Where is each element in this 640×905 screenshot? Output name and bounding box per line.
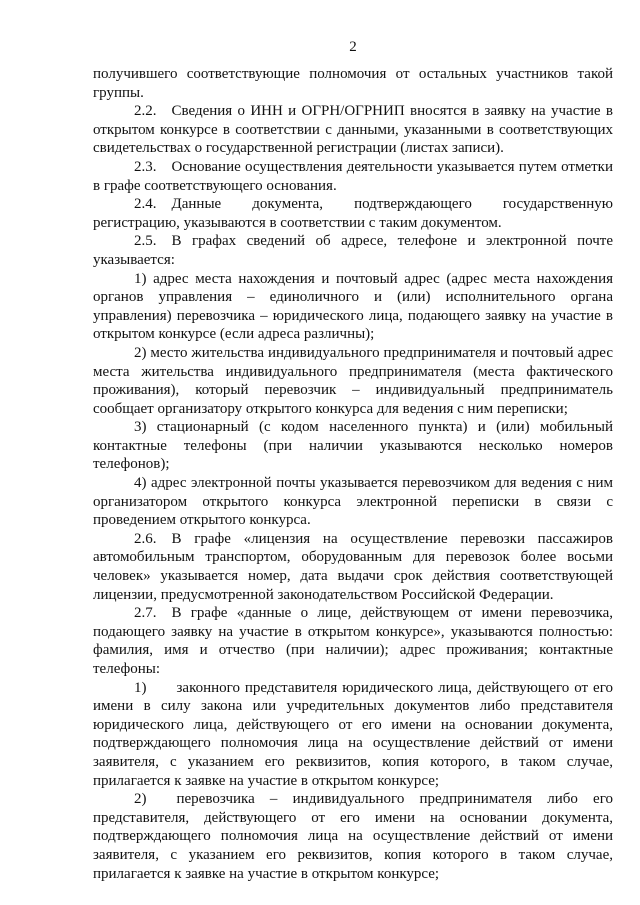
paragraph-2-5-item-3: 3) стационарный (с кодом населенного пункта) и (или) мобильный контактные телефоны (при наличии указываются несколько номеров телефонов); (93, 419, 613, 473)
paragraph-2-5: 2.5. В графах сведений об адресе, телефоне и электронной почте указывается: (93, 233, 613, 268)
paragraph-2-4: 2.4. Данные документа, подтверждающего государственную регистрацию, указываются в соответствии с таким документом. (93, 196, 613, 231)
paragraph-2-6: 2.6. В графе «лицензия на осуществление перевозки пассажиров автомобильным транспортом, оборудованным для перевозок более восьми человек» указывается номер, дата выдачи срок действия соответствующей лицензии, предусмотренной законодательством Российской Федерации. (93, 530, 613, 603)
paragraph-2-5-item-2: 2) место жительства индивидуального предпринимателя и почтовый адрес места жительства индивидуального предпринимателя (места фактического проживания), который перевозчик – индивидуальный предприниматель сообщает организатору открытого конкурса для ведения с ним переписки; (93, 344, 613, 417)
document-page (93, 38, 613, 883)
paragraph-2-7-item-2: 2) перевозчика – индивидуального предпринимателя либо его представителя, действующего от его имени на основании документа, подтверждающего полномочия лица на осуществление действий от имени заявителя, с указанием его реквизитов, копия которого в таком случае, прилагается к заявке на участие в открытом конкурсе; (93, 791, 613, 882)
paragraph-2-7: 2.7. В графе «данные о лице, действующем от имени перевозчика, подающего заявку на участие в открытом конкурсе», указываются полностью: фамилия, имя и отчество (при наличии); адрес проживания; контактные телефоны: (93, 605, 613, 677)
page-number: 2 (349, 39, 357, 55)
paragraph-2-2: 2.2. Сведения о ИНН и ОГРН/ОГРНИП вносятся в заявку на участие в открытом конкурсе в соответствии с данными, указанными в соответствующих свидетельствах о государственной регистрации (листах записи). (93, 103, 613, 157)
paragraph-2-7-item-1: 1) законного представителя юридического лица, действующего от его имени в силу закона или учредительных документов либо представителя юридического лица, действующего от его имени на основании документа, подтверждающего полномочия лица на осуществление действий от имени заявителя, с указанием его реквизитов, копия которого, в таком случае, прилагается к заявке на участие в открытом конкурсе; (93, 679, 613, 789)
paragraph-2-5-item-4: 4) адрес электронной почты указывается перевозчиком для ведения с ним организатором открытого конкурса электронной переписки в связи с проведением открытого конкурса. (93, 475, 613, 529)
paragraph-2-5-item-1: 1) адрес места нахождения и почтовый адрес (адрес места нахождения органов управления – единоличного и (или) исполнительного органа управления) перевозчика – юридического лица, подающего заявку на участие в открытом конкурсе (если адреса различны); (93, 270, 613, 343)
paragraph-2-3: 2.3. Основание осуществления деятельности указывается путем отметки в графе соответствующего основания. (93, 158, 613, 194)
paragraph-continuation: получившего соответствующие полномочия от остальных участников такой группы. (93, 66, 613, 101)
